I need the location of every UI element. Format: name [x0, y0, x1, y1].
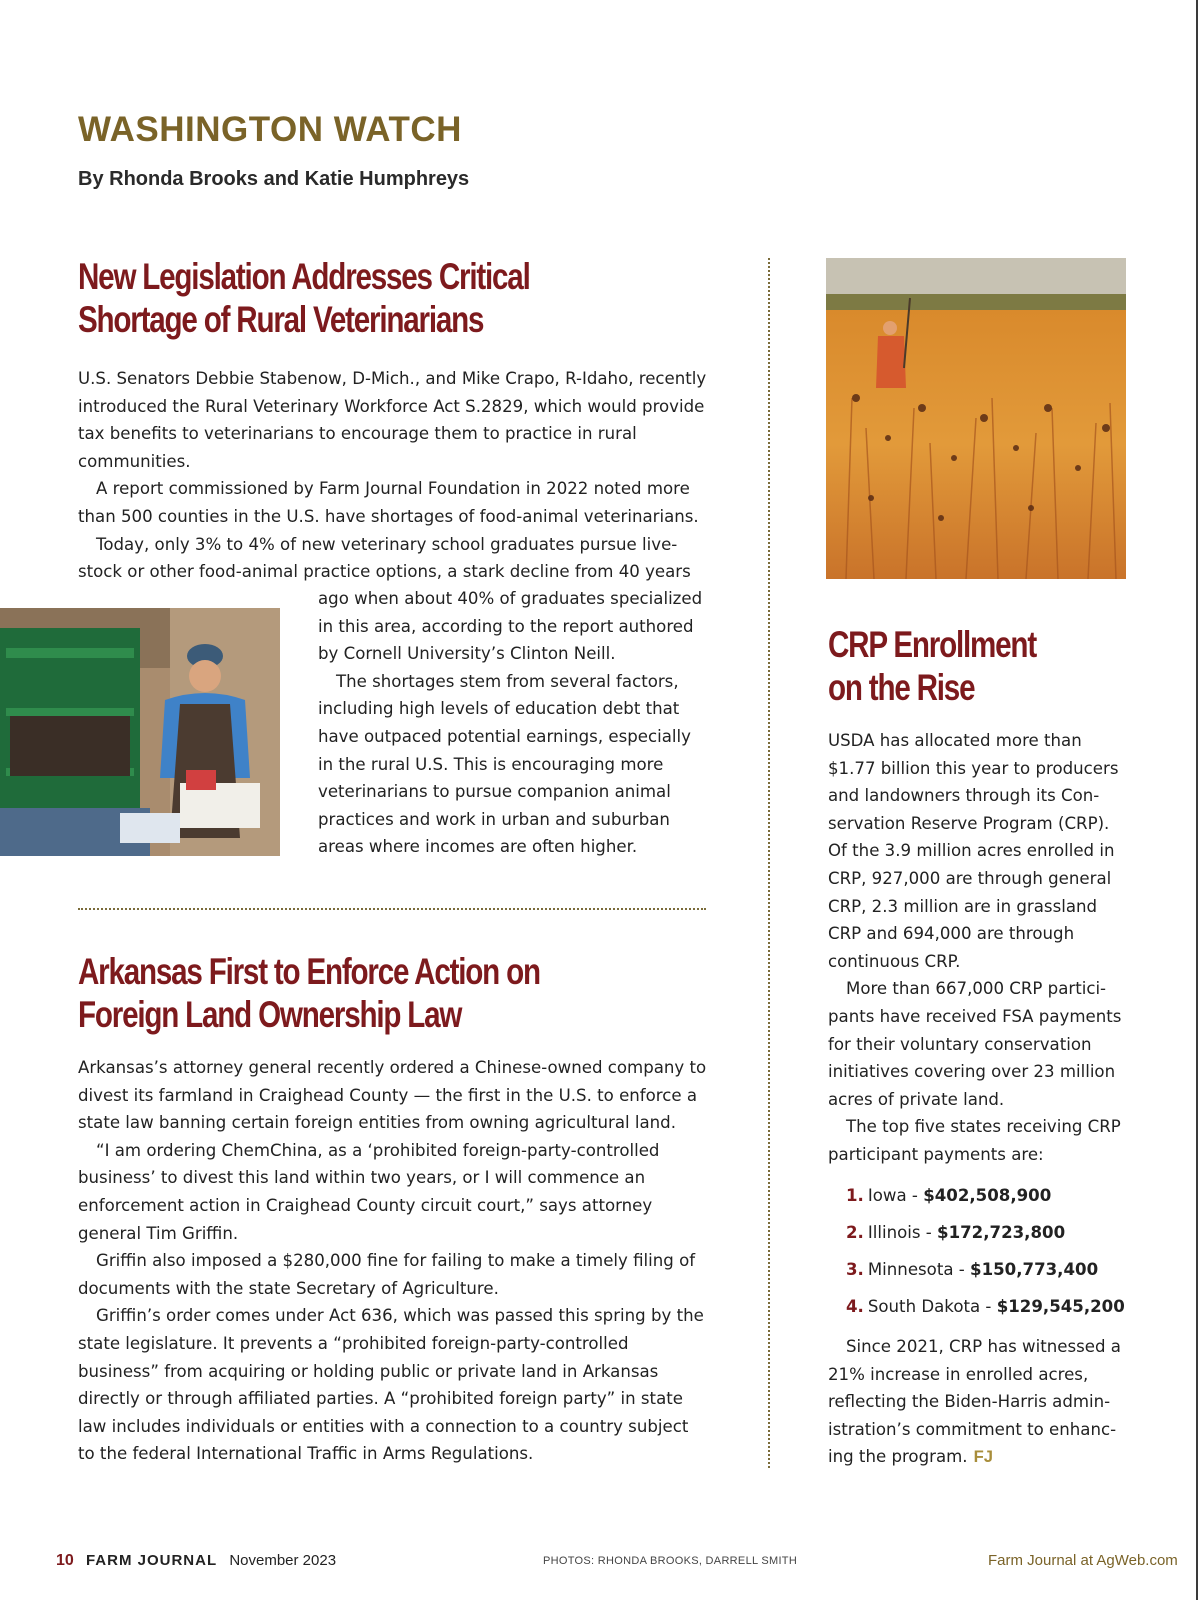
- article3-closing: [828, 1333, 1128, 1471]
- article2-paragraph: Griffin’s order comes under Act 636, which was passed this spring by the state legislature. It prevents a “prohibited foreign-party-controlled business” from acquiring or holding public or private land in Arkansas directly or through affiliated parties. A “prohibited foreign party” in state law includes individuals or entities with a connection to a country subject to the federal International Traffic in Arms Regulations.: [78, 1306, 704, 1464]
- article3-paragraph: The top five states receiving CRP participant payments are:: [828, 1117, 1121, 1164]
- page-edge-line: [1196, 0, 1198, 1600]
- article2-body: [78, 1054, 710, 1468]
- article2-paragraph: “I am ordering ChemChina, as a ‘prohibited foreign-party-controlled business’ to divest this land within two years, or I will commence an enforcement action in Craighead County circuit court,” says attorney general Tim Griffin.: [78, 1140, 660, 1243]
- list-item: [846, 1251, 1128, 1288]
- byline: By Rhonda Brooks and Katie Humphreys: [78, 168, 470, 190]
- top-states-list: [828, 1177, 1128, 1325]
- section-title: WASHINGTON WATCH: [78, 110, 462, 149]
- magazine-name: FARM JOURNAL: [85, 1552, 218, 1569]
- article1-paragraph: The shortages stem from several factors, including high levels of education debt that have outpaced potential earnings, especially in the rural U.S. This is encouraging more veterinarians to pursue companion animal practices and work in urban and suburban areas where incomes are often higher.: [318, 671, 691, 857]
- photo-credit: PHOTOS: RHONDA BROOKS, DARRELL SMITH: [543, 1555, 798, 1567]
- footer-left: [56, 1552, 336, 1570]
- list-item-state: Iowa -: [867, 1185, 924, 1205]
- list-item-number: 1.: [846, 1185, 864, 1205]
- list-item-state: Illinois -: [867, 1222, 938, 1242]
- site-link[interactable]: Farm Journal at AgWeb.com: [988, 1552, 1178, 1569]
- list-item: [846, 1177, 1128, 1214]
- article1-body-wrap: [318, 585, 710, 861]
- article3-headline-line2: on the Rise: [828, 667, 975, 708]
- fj-end-mark: FJ: [973, 1447, 993, 1467]
- article1-paragraph: Today, only 3% to 4% of new veterinary school graduates pursue live-stock or other food-animal practice options, a stark decline from 40 years: [78, 534, 691, 582]
- article3-headline-line1: CRP Enrollment: [828, 624, 1036, 665]
- article2-headline: [78, 950, 540, 1036]
- list-item: [846, 1214, 1128, 1251]
- list-item-amount: $402,508,900: [923, 1185, 1052, 1205]
- article-divider: [78, 908, 706, 910]
- article1-paragraph: ago when about 40% of graduates specialized in this area, according to the report authored by Cornell University’s Clinton Neill.: [318, 589, 703, 664]
- issue-date: November 2023: [229, 1552, 337, 1569]
- list-item-number: 2.: [846, 1222, 864, 1242]
- list-item-amount: $150,773,400: [970, 1259, 1099, 1279]
- article2-headline-line2: Foreign Land Ownership Law: [78, 994, 462, 1035]
- crp-field-photo-graphic: [826, 258, 1126, 579]
- page-number: 10: [56, 1552, 74, 1569]
- list-item: [846, 1288, 1128, 1325]
- article3-body: [828, 727, 1128, 1325]
- article2-paragraph: Griffin also imposed a $280,000 fine for failing to make a timely filing of documents with the state Secretary of Agriculture.: [78, 1251, 696, 1298]
- article3-closing-text: Since 2021, CRP has witnessed a 21% increase in enrolled acres, reflecting the Biden-Harris admin-istration’s commitment to enhanc-ing the program.: [828, 1337, 1121, 1467]
- article3-headline: [828, 623, 1036, 709]
- article1-headline-line1: New Legislation Addresses Critical: [78, 256, 530, 297]
- list-item-state: South Dakota -: [867, 1296, 997, 1316]
- article2-paragraph: Arkansas’s attorney general recently ordered a Chinese-owned company to divest its farmland in Craighead County — the first in the U.S. to enforce a state law banning certain foreign entities from owning agricultural land.: [78, 1058, 707, 1133]
- list-item-amount: $172,723,800: [937, 1222, 1066, 1242]
- article1-paragraph: U.S. Senators Debbie Stabenow, D-Mich., and Mike Crapo, R-Idaho, recently introduced the Rural Veterinary Workforce Act S.2829, which would provide tax benefits to veterinarians to encourage them to practice in rural communities.: [78, 369, 707, 471]
- article1-body-top: [78, 365, 710, 586]
- crp-field-photo: [826, 258, 1126, 579]
- article1-headline: [78, 255, 530, 341]
- veterinarian-photo-graphic: [0, 608, 280, 856]
- list-item-state: Minnesota -: [867, 1259, 971, 1279]
- article2-headline-line1: Arkansas First to Enforce Action on: [78, 951, 540, 992]
- list-item-number: 3.: [846, 1259, 864, 1279]
- column-divider: [768, 258, 770, 1468]
- article3-paragraph: USDA has allocated more than $1.77 billion this year to producers and landowners through its Con-servation Reserve Program (CRP). Of the 3.9 million acres enrolled in CRP, 927,000 are through general CRP, 2.3 million are in grassland CRP and 694,000 are through continuous CRP.: [828, 731, 1119, 971]
- article3-paragraph: More than 667,000 CRP partici-pants have received FSA payments for their voluntary conservation initiatives covering over 23 million acres of private land.: [828, 979, 1122, 1109]
- article1-headline-line2: Shortage of Rural Veterinarians: [78, 299, 484, 340]
- veterinarian-photo: [0, 608, 280, 856]
- list-item-amount: $129,545,200: [996, 1296, 1125, 1316]
- list-item-number: 4.: [846, 1296, 864, 1316]
- article1-paragraph: A report commissioned by Farm Journal Foundation in 2022 noted more than 500 counties in the U.S. have shortages of food-animal veterinarians.: [78, 479, 699, 526]
